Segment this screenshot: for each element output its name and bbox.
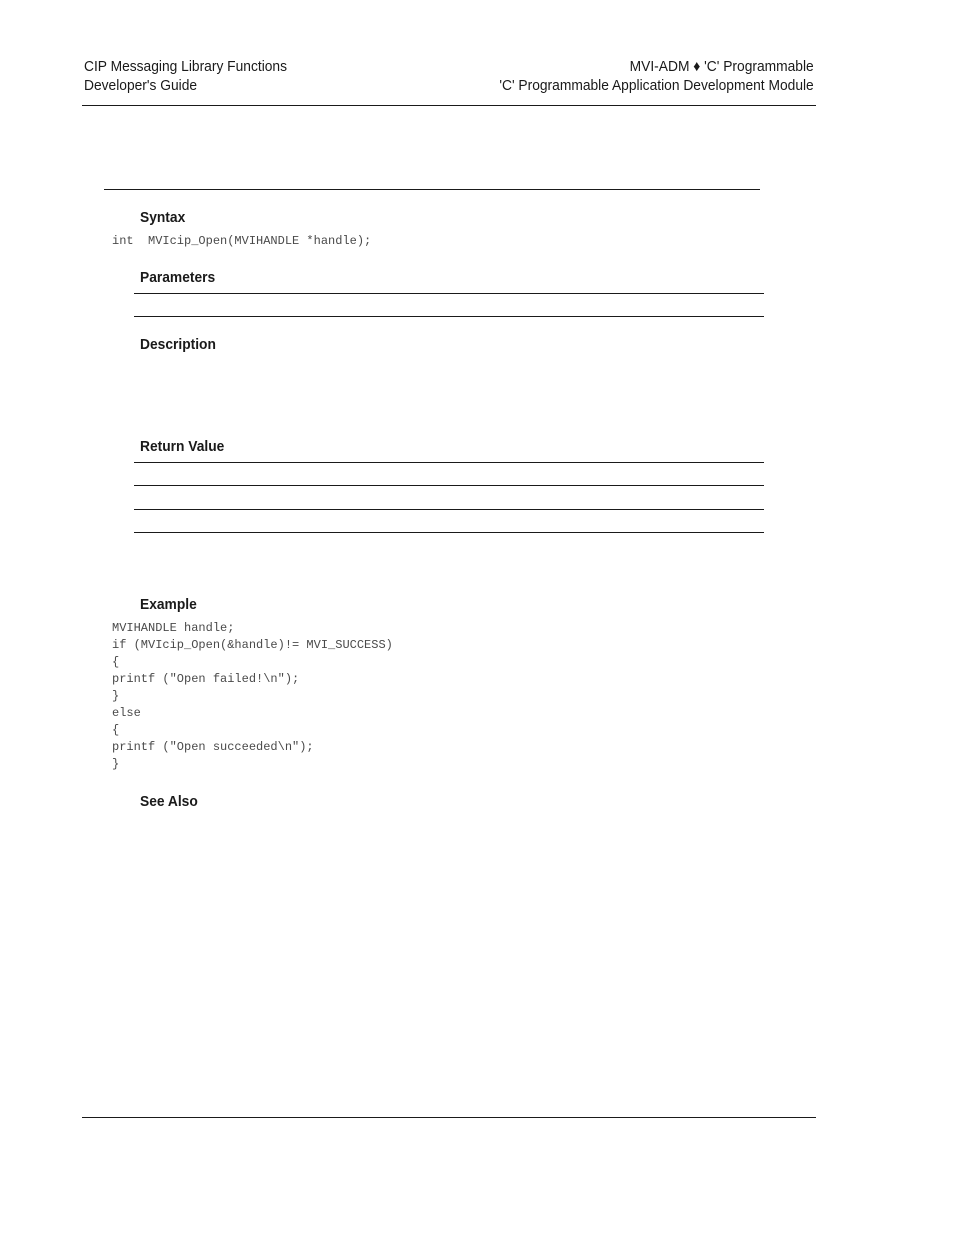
parameters-heading: Parameters	[140, 269, 216, 286]
example-code-line: else	[112, 706, 141, 720]
return-value-heading: Return Value	[140, 438, 225, 455]
see-also-heading: See Also	[140, 793, 198, 810]
parameters-table-rule	[134, 316, 764, 317]
example-code-line: printf ("Open succeeded\n");	[112, 740, 314, 754]
example-code-line: printf ("Open failed!\n");	[112, 672, 300, 686]
example-heading: Example	[140, 596, 197, 613]
header-doc-subtitle: Developer's Guide	[84, 77, 198, 94]
footer-rule	[82, 1117, 816, 1118]
example-code-line: MVIHANDLE handle;	[112, 621, 235, 635]
header-product-subtitle: 'C' Programmable Application Development Module	[499, 77, 814, 94]
header-doc-title: CIP Messaging Library Functions	[84, 58, 288, 75]
running-header-left	[84, 57, 287, 95]
syntax-code-line: int MVIcip_Open(MVIHANDLE *handle);	[112, 234, 372, 248]
example-code-line: }	[112, 689, 120, 703]
example-code	[112, 620, 393, 773]
example-code-line: }	[112, 757, 120, 771]
description-heading: Description	[140, 336, 216, 353]
header-product-title: MVI-ADM ♦ 'C' Programmable	[629, 58, 814, 75]
example-code-line: {	[112, 655, 120, 669]
running-header-right	[500, 57, 814, 95]
return-value-table-rule	[134, 485, 764, 486]
parameters-table-rule	[134, 293, 764, 294]
section-top-rule	[104, 189, 760, 190]
return-value-table-rule	[134, 462, 764, 463]
return-value-table-rule	[134, 532, 764, 533]
return-value-table-rule	[134, 509, 764, 510]
syntax-heading: Syntax	[140, 209, 186, 226]
header-rule	[82, 105, 816, 106]
example-code-line: {	[112, 723, 120, 737]
syntax-code	[112, 233, 371, 250]
example-code-line: if (MVIcip_Open(&handle)!= MVI_SUCCESS)	[112, 638, 393, 652]
